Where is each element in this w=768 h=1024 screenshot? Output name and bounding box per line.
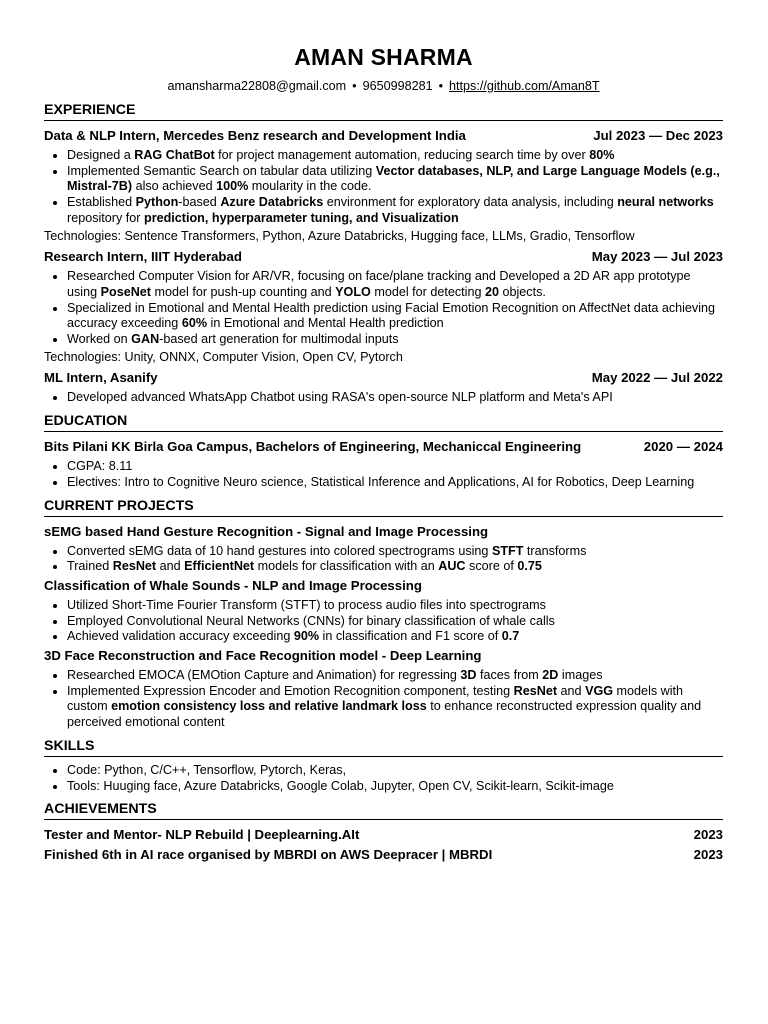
bold-text: ResNet: [513, 683, 558, 698]
education-header: [44, 438, 723, 456]
text: moularity in the code.: [248, 179, 372, 194]
technologies-line: Technologies: Sentence Transformers, Python, Azure Databricks, Hugging face, LLMs, Gradio, Tensorflow: [44, 228, 635, 243]
job-title: Research Intern, IIIT Hyderabad: [44, 249, 242, 265]
text: Trained: [67, 559, 113, 574]
bold-text: 3D: [460, 668, 477, 683]
text: and: [156, 559, 185, 574]
text: -based: [178, 195, 221, 210]
bullet-item: • Electives: Intro to Cognitive Neuro science, Statistical Inference and Applications, AI for Robotics, Deep Learning: [67, 475, 723, 491]
text: Worked on: [67, 332, 132, 347]
bold-text: AUC: [438, 559, 466, 574]
phone-text: 9650998281: [362, 79, 433, 93]
project-bullets: [44, 598, 723, 645]
bullet-item: [67, 668, 723, 684]
achievement-title: Finished 6th in AI race organised by MBRDI on AWS Deepracer | MBRDI: [44, 847, 493, 863]
job-bullets: [44, 148, 723, 227]
separator: •: [438, 79, 444, 93]
job-date: May 2022 — Jul 2022: [591, 370, 723, 386]
text: Researched Computer Vision for AR/VR, focusing on face/plane tracking and Developed a 2D AR app prototype using: [67, 269, 691, 299]
text: model for detecting: [370, 284, 485, 299]
text: Achieved validation accuracy exceeding: [67, 629, 294, 644]
technologies-line: Technologies: Unity, ONNX, Computer Vision, Open CV, Pytorch: [44, 349, 403, 364]
text: Designed a: [67, 148, 135, 162]
bullet-item: [67, 148, 723, 164]
bold-text: neural networks: [617, 195, 714, 210]
text: model for push-up counting and: [151, 284, 336, 299]
project-title: Classification of Whale Sounds - NLP and Image Processing: [44, 577, 422, 593]
text: Specialized in Emotional and Mental Health prediction using Facial Emotion Recognition on AffectNet data achieving accuracy exceeding: [67, 300, 716, 331]
job-bullets: [44, 269, 723, 348]
bold-text: 90%: [293, 629, 320, 644]
text: Implemented Semantic Search on tabular data utilizing: [67, 163, 376, 178]
project-header: [44, 523, 723, 541]
bold-text: Vector databases, NLP, and Large Language Models (e.g., Mistral-7B): [67, 163, 720, 194]
bold-text: STFT: [491, 543, 524, 558]
text: models with custom: [67, 683, 684, 714]
bullet-item: • Tools: Huuging face, Azure Databricks, Google Colab, Jupyter, Open CV, Scikit-learn, Scikit-image: [67, 779, 723, 795]
text: repository for: [67, 210, 144, 225]
github-link[interactable]: https://github.com/Aman8T: [449, 79, 600, 93]
bold-text: 20: [484, 284, 499, 299]
achievements-section: [44, 800, 723, 864]
education-section: [44, 412, 723, 490]
bold-text: 0.75: [517, 559, 542, 574]
resume-page: [44, 42, 723, 864]
bold-text: emotion consistency loss and relative landmark loss: [111, 699, 427, 714]
education-bullets: [44, 459, 723, 490]
text: in classification and F1 score of: [319, 629, 502, 644]
bullet-item: [67, 301, 723, 332]
text: Researched EMOCA (EMOtion Capture and Animation) for regressing: [67, 668, 461, 683]
bold-text: 60%: [181, 316, 208, 331]
bullet-item: [67, 269, 723, 300]
section-heading: SKILLS: [44, 737, 723, 757]
section-heading: CURRENT PROJECTS: [44, 497, 723, 517]
project-header: [44, 577, 723, 595]
text: objects.: [498, 284, 546, 299]
text: for project management automation, reducing search time by over: [214, 148, 590, 162]
job-header: [44, 248, 723, 266]
bullet-item: [67, 684, 723, 731]
bullet-item: • Code: Python, C/C++, Tensorflow, Pytorch, Keras,: [67, 763, 723, 779]
bullet-item: • Employed Convolutional Neural Networks (CNNs) for binary classification of whale calls: [67, 614, 723, 630]
job-header: [44, 127, 723, 145]
text: and: [557, 683, 586, 698]
job-date: Jul 2023 — Dec 2023: [593, 128, 723, 143]
bold-text: 100%: [216, 179, 249, 194]
bullet-item: • CGPA: 8.11: [67, 459, 723, 475]
bold-text: 2D: [542, 668, 559, 683]
text: Converted sEMG data of 10 hand gestures into colored spectrograms using: [67, 543, 492, 558]
project-title: sEMG based Hand Gesture Recognition - Signal and Image Processing: [44, 523, 489, 539]
skills-bullets: [44, 763, 723, 794]
education-date: 2020 — 2024: [643, 439, 723, 455]
text: Established: [67, 195, 136, 210]
text: to enhance reconstructed expression quality and perceived emotional content: [67, 699, 702, 730]
achievement-title: Tester and Mentor- NLP Rebuild | Deeplearning.AIt: [44, 827, 360, 843]
project-title: 3D Face Reconstruction and Face Recognition model - Deep Learning: [44, 648, 482, 664]
projects-section: [44, 497, 723, 731]
project-bullets: [44, 544, 723, 575]
bullet-item: [67, 332, 723, 348]
bold-text: 0.7: [501, 629, 520, 644]
bold-text: PoseNet: [100, 284, 152, 299]
text: score of: [465, 559, 518, 574]
text: images: [558, 668, 603, 683]
contact-line: [44, 77, 723, 95]
text: -based art generation for multimodal inputs: [159, 332, 399, 347]
bullet-item: • Utilized Short-Time Fourier Transform (STFT) to process audio files into spectrograms: [67, 598, 723, 614]
candidate-name: AMAN SHARMA: [294, 44, 473, 70]
bullet-item: • Developed advanced WhatsApp Chatbot using RASA's open-source NLP platform and Meta's API: [67, 390, 723, 406]
text: environment for exploratory data analysis, including: [323, 195, 618, 210]
email-text: amansharma22808@gmail.com: [167, 79, 347, 93]
separator: •: [352, 79, 357, 93]
project-bullets: [44, 668, 723, 731]
degree-title: Bits Pilani KK Birla Goa Campus, Bachelors of Engineering, Mechaniccal Engineering: [44, 439, 582, 455]
bold-text: 80%: [589, 148, 615, 162]
text: also achieved: [132, 179, 217, 194]
bullet-item: [67, 195, 723, 226]
bold-text: VGG: [585, 683, 614, 698]
section-heading: EXPERIENCE: [44, 101, 723, 121]
bullet-item: [67, 559, 723, 575]
job-title: Data & NLP Intern, Mercedes Benz research and Development India: [44, 128, 466, 143]
text: models for classification with an: [254, 559, 439, 574]
job-header: [44, 369, 723, 387]
job-date: May 2023 — Jul 2023: [591, 249, 723, 265]
text: faces from: [476, 668, 543, 683]
bold-text: GAN: [131, 332, 160, 347]
text: transforms: [523, 543, 587, 558]
bold-text: EfficientNet: [184, 559, 255, 574]
bold-text: YOLO: [335, 284, 371, 299]
experience-section: [44, 101, 723, 406]
achievement-year: 2023: [693, 847, 723, 863]
bold-text: RAG ChatBot: [134, 148, 215, 162]
skills-section: [44, 737, 723, 794]
bullet-item: [67, 629, 723, 645]
achievement-year: 2023: [693, 827, 723, 843]
achievement-row: [44, 826, 723, 844]
section-heading: ACHIEVEMENTS: [44, 800, 723, 820]
text: Implemented Expression Encoder and Emotion Recognition component, testing: [67, 683, 514, 698]
project-header: [44, 647, 723, 665]
bold-text: prediction, hyperparameter tuning, and Visualization: [144, 210, 459, 225]
section-heading: EDUCATION: [44, 412, 723, 432]
bold-text: Azure Databricks: [220, 195, 324, 210]
achievement-row: [44, 846, 723, 864]
bold-text: ResNet: [112, 559, 157, 574]
bullet-item: [67, 544, 723, 560]
job-bullets: [44, 390, 723, 406]
job-title: ML Intern, Asanify: [44, 370, 158, 386]
bold-text: Python: [135, 195, 179, 210]
bullet-item: [67, 164, 723, 195]
text: in Emotional and Mental Health prediction: [207, 316, 444, 331]
